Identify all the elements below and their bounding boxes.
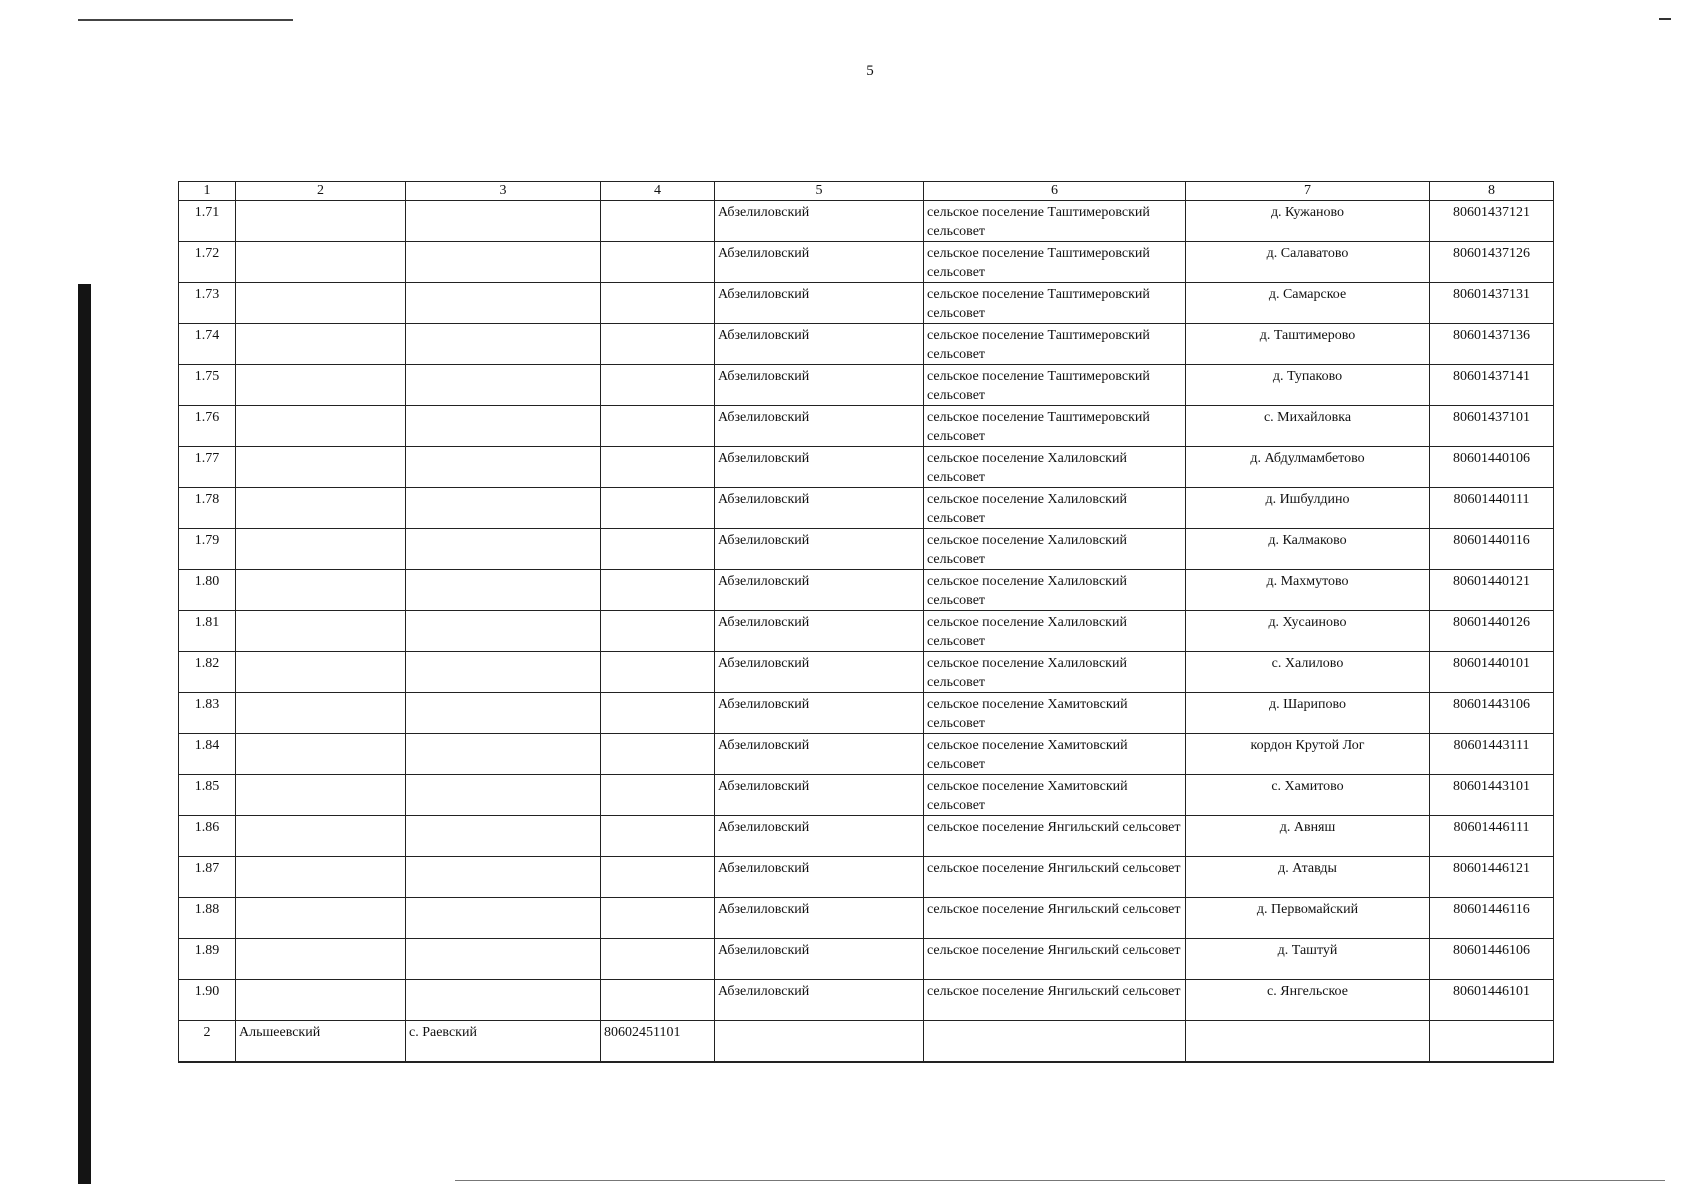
column-2-cell (236, 201, 406, 242)
column-2-cell (236, 324, 406, 365)
row-number-cell: 1.75 (179, 365, 236, 406)
column-3-cell (406, 570, 601, 611)
column-2-cell (236, 816, 406, 857)
oktmo-code-cell: 80601446101 (1430, 980, 1554, 1021)
column-3-cell: с. Раевский (406, 1021, 601, 1062)
table-row (179, 857, 1554, 898)
table-row (179, 488, 1554, 529)
settlement-cell: сельское поселение Халиловский сельсовет (924, 570, 1186, 611)
row-number-cell: 1.74 (179, 324, 236, 365)
row-number-cell: 1.83 (179, 693, 236, 734)
locality-cell: д. Абдулмамбетово (1186, 447, 1430, 488)
column-3-cell (406, 201, 601, 242)
settlement-cell: сельское поселение Хамитовский сельсовет (924, 693, 1186, 734)
locality-cell: д. Первомайский (1186, 898, 1430, 939)
row-number-cell: 1.78 (179, 488, 236, 529)
locality-cell: д. Салаватово (1186, 242, 1430, 283)
district-cell: Абзелиловский (715, 529, 924, 570)
column-2-cell (236, 529, 406, 570)
header-cell-4: 4 (601, 182, 715, 201)
table-row (179, 570, 1554, 611)
district-cell: Абзелиловский (715, 652, 924, 693)
settlement-cell: сельское поселение Халиловский сельсовет (924, 529, 1186, 570)
column-3-cell (406, 734, 601, 775)
column-3-cell (406, 529, 601, 570)
column-3-cell (406, 488, 601, 529)
column-2-cell (236, 693, 406, 734)
column-2-cell (236, 570, 406, 611)
row-number-cell: 1.77 (179, 447, 236, 488)
district-cell: Абзелиловский (715, 242, 924, 283)
oktmo-code-cell: 80601437101 (1430, 406, 1554, 447)
locality-cell: д. Атавды (1186, 857, 1430, 898)
settlement-cell: сельское поселение Янгильский сельсовет (924, 898, 1186, 939)
column-4-cell (601, 734, 715, 775)
column-4-cell (601, 201, 715, 242)
district-cell: Абзелиловский (715, 898, 924, 939)
scan-mark-top-right (1659, 18, 1671, 20)
locality-cell (1186, 1021, 1430, 1062)
column-3-cell (406, 980, 601, 1021)
row-number-cell: 2 (179, 1021, 236, 1062)
district-cell: Абзелиловский (715, 488, 924, 529)
column-4-cell (601, 693, 715, 734)
column-2-cell (236, 447, 406, 488)
column-4-cell (601, 488, 715, 529)
row-number-cell: 1.73 (179, 283, 236, 324)
table-header (179, 182, 1554, 201)
row-number-cell: 1.76 (179, 406, 236, 447)
settlement-cell (924, 1021, 1186, 1062)
district-cell: Абзелиловский (715, 857, 924, 898)
column-4-cell (601, 898, 715, 939)
oktmo-code-cell: 80601443101 (1430, 775, 1554, 816)
column-2-cell (236, 857, 406, 898)
table-row (179, 898, 1554, 939)
row-number-cell: 1.72 (179, 242, 236, 283)
settlement-cell: сельское поселение Янгильский сельсовет (924, 857, 1186, 898)
column-4-cell (601, 939, 715, 980)
locality-cell: кордон Крутой Лог (1186, 734, 1430, 775)
column-4-cell (601, 652, 715, 693)
locality-cell: д. Калмаково (1186, 529, 1430, 570)
page-number: 5 (866, 63, 874, 79)
locality-cell: с. Хамитово (1186, 775, 1430, 816)
table-row (179, 365, 1554, 406)
district-cell: Абзелиловский (715, 693, 924, 734)
header-cell-1: 1 (179, 182, 236, 201)
district-cell: Абзелиловский (715, 570, 924, 611)
oktmo-code-cell: 80601437131 (1430, 283, 1554, 324)
header-row (179, 182, 1554, 201)
locality-cell: с. Янгельское (1186, 980, 1430, 1021)
column-2-cell (236, 283, 406, 324)
oktmo-code-cell: 80601440121 (1430, 570, 1554, 611)
row-number-cell: 1.71 (179, 201, 236, 242)
settlement-cell: сельское поселение Таштимеровский сельсовет (924, 201, 1186, 242)
district-cell: Абзелиловский (715, 283, 924, 324)
oktmo-code-cell: 80601443111 (1430, 734, 1554, 775)
row-number-cell: 1.87 (179, 857, 236, 898)
district-cell: Абзелиловский (715, 816, 924, 857)
locality-cell: д. Таштуй (1186, 939, 1430, 980)
oktmo-code-cell: 80601446121 (1430, 857, 1554, 898)
column-2-cell (236, 898, 406, 939)
settlement-cell: сельское поселение Таштимеровский сельсовет (924, 406, 1186, 447)
oktmo-code-cell: 80601440101 (1430, 652, 1554, 693)
column-2-cell (236, 734, 406, 775)
table-row (179, 283, 1554, 324)
locality-cell: д. Самарское (1186, 283, 1430, 324)
district-cell: Абзелиловский (715, 324, 924, 365)
oktmo-code-cell: 80601440116 (1430, 529, 1554, 570)
column-4-cell (601, 242, 715, 283)
oktmo-code-cell: 80601437121 (1430, 201, 1554, 242)
district-cell (715, 1021, 924, 1062)
table-row (179, 652, 1554, 693)
row-number-cell: 1.89 (179, 939, 236, 980)
header-cell-5: 5 (715, 182, 924, 201)
column-3-cell (406, 816, 601, 857)
oktmo-code-cell: 80601437141 (1430, 365, 1554, 406)
column-4-cell (601, 816, 715, 857)
locality-cell: д. Авняш (1186, 816, 1430, 857)
settlement-cell: сельское поселение Янгильский сельсовет (924, 816, 1186, 857)
row-number-cell: 1.84 (179, 734, 236, 775)
column-3-cell (406, 406, 601, 447)
oktmo-code-cell: 80601443106 (1430, 693, 1554, 734)
column-3-cell (406, 365, 601, 406)
table-row (179, 529, 1554, 570)
row-number-cell: 1.90 (179, 980, 236, 1021)
table-row (179, 1021, 1554, 1062)
locality-cell: д. Ишбулдино (1186, 488, 1430, 529)
row-number-cell: 1.82 (179, 652, 236, 693)
oktmo-code-cell: 80601440126 (1430, 611, 1554, 652)
scan-edge-line-top (78, 19, 293, 21)
district-cell: Абзелиловский (715, 939, 924, 980)
locality-cell: д. Шарипово (1186, 693, 1430, 734)
column-4-cell (601, 857, 715, 898)
column-3-cell (406, 939, 601, 980)
district-cell: Абзелиловский (715, 447, 924, 488)
locality-cell: с. Халилово (1186, 652, 1430, 693)
column-4-cell (601, 324, 715, 365)
column-3-cell (406, 283, 601, 324)
row-number-cell: 1.79 (179, 529, 236, 570)
column-3-cell (406, 324, 601, 365)
column-4-cell (601, 365, 715, 406)
locality-cell: д. Кужаново (1186, 201, 1430, 242)
district-cell: Абзелиловский (715, 611, 924, 652)
column-4-cell (601, 283, 715, 324)
district-cell: Абзелиловский (715, 406, 924, 447)
column-3-cell (406, 898, 601, 939)
column-2-cell (236, 652, 406, 693)
header-cell-7: 7 (1186, 182, 1430, 201)
column-4-cell (601, 406, 715, 447)
column-4-cell (601, 570, 715, 611)
scan-binding-shadow (78, 284, 91, 1184)
column-3-cell (406, 775, 601, 816)
table-row (179, 734, 1554, 775)
row-number-cell: 1.86 (179, 816, 236, 857)
locality-cell: д. Хусаиново (1186, 611, 1430, 652)
header-cell-8: 8 (1430, 182, 1554, 201)
table-row (179, 939, 1554, 980)
table-body (179, 201, 1554, 1062)
settlement-cell: сельское поселение Янгильский сельсовет (924, 980, 1186, 1021)
oktmo-code-cell: 80601437136 (1430, 324, 1554, 365)
table-row (179, 611, 1554, 652)
table-row (179, 324, 1554, 365)
column-2-cell (236, 775, 406, 816)
settlement-cell: сельское поселение Халиловский сельсовет (924, 611, 1186, 652)
column-3-cell (406, 242, 601, 283)
column-4-cell (601, 611, 715, 652)
row-number-cell: 1.81 (179, 611, 236, 652)
column-2-cell (236, 242, 406, 283)
scan-edge-line-bottom (455, 1180, 1665, 1181)
column-2-cell (236, 611, 406, 652)
oktmo-code-cell: 80601440106 (1430, 447, 1554, 488)
settlement-cell: сельское поселение Халиловский сельсовет (924, 652, 1186, 693)
column-3-cell (406, 857, 601, 898)
oktmo-code-cell: 80601446116 (1430, 898, 1554, 939)
header-cell-3: 3 (406, 182, 601, 201)
table-row (179, 242, 1554, 283)
column-3-cell (406, 652, 601, 693)
settlement-cell: сельское поселение Хамитовский сельсовет (924, 775, 1186, 816)
column-4-cell (601, 529, 715, 570)
table-row (179, 980, 1554, 1021)
header-cell-2: 2 (236, 182, 406, 201)
settlement-cell: сельское поселение Таштимеровский сельсовет (924, 283, 1186, 324)
locality-cell: д. Тупаково (1186, 365, 1430, 406)
column-2-cell: Альшеевский (236, 1021, 406, 1062)
column-3-cell (406, 611, 601, 652)
column-2-cell (236, 980, 406, 1021)
oktmo-code-cell: 80601446111 (1430, 816, 1554, 857)
oktmo-code-cell: 80601446106 (1430, 939, 1554, 980)
locality-cell: д. Махмутово (1186, 570, 1430, 611)
column-3-cell (406, 693, 601, 734)
header-cell-6: 6 (924, 182, 1186, 201)
oktmo-code-cell: 80601437126 (1430, 242, 1554, 283)
settlement-cell: сельское поселение Халиловский сельсовет (924, 447, 1186, 488)
settlement-cell: сельское поселение Таштимеровский сельсовет (924, 242, 1186, 283)
table-row (179, 447, 1554, 488)
oktmo-code-cell (1430, 1021, 1554, 1062)
column-2-cell (236, 939, 406, 980)
table-row (179, 406, 1554, 447)
column-2-cell (236, 365, 406, 406)
column-2-cell (236, 406, 406, 447)
district-cell: Абзелиловский (715, 365, 924, 406)
settlement-cell: сельское поселение Таштимеровский сельсовет (924, 324, 1186, 365)
oktmo-code-cell: 80601440111 (1430, 488, 1554, 529)
settlement-cell: сельское поселение Янгильский сельсовет (924, 939, 1186, 980)
column-2-cell (236, 488, 406, 529)
locality-cell: с. Михайловка (1186, 406, 1430, 447)
table-row (179, 775, 1554, 816)
column-4-cell (601, 980, 715, 1021)
district-cell: Абзелиловский (715, 980, 924, 1021)
row-number-cell: 1.80 (179, 570, 236, 611)
table-row (179, 201, 1554, 242)
row-number-cell: 1.85 (179, 775, 236, 816)
settlement-cell: сельское поселение Хамитовский сельсовет (924, 734, 1186, 775)
district-cell: Абзелиловский (715, 734, 924, 775)
column-4-cell: 80602451101 (601, 1021, 715, 1062)
settlement-cell: сельское поселение Халиловский сельсовет (924, 488, 1186, 529)
table-row (179, 816, 1554, 857)
column-3-cell (406, 447, 601, 488)
locality-cell: д. Таштимерово (1186, 324, 1430, 365)
settlements-table (178, 181, 1554, 1063)
table-row (179, 693, 1554, 734)
district-cell: Абзелиловский (715, 201, 924, 242)
column-4-cell (601, 447, 715, 488)
settlement-cell: сельское поселение Таштимеровский сельсовет (924, 365, 1186, 406)
column-4-cell (601, 775, 715, 816)
district-cell: Абзелиловский (715, 775, 924, 816)
row-number-cell: 1.88 (179, 898, 236, 939)
